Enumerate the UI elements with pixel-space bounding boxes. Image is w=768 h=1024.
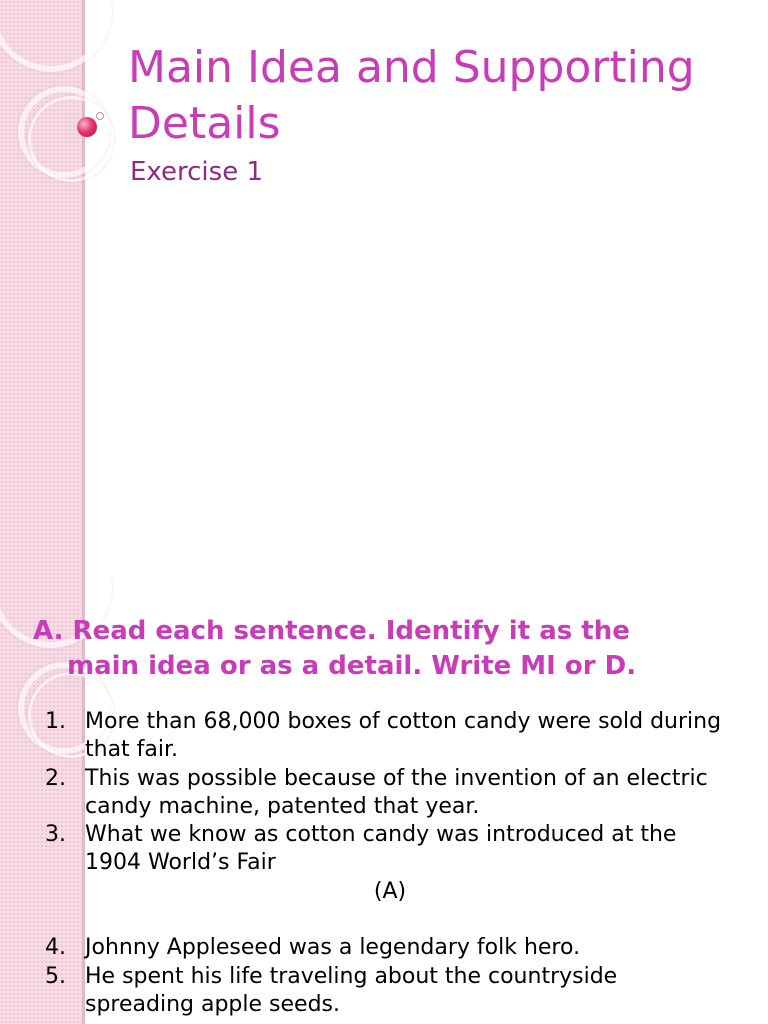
slide-title: Main Idea and Supporting Details — [128, 42, 695, 149]
item-number: 2. — [45, 765, 66, 791]
list-item — [0, 963, 725, 1020]
stripe-edge — [82, 0, 85, 576]
decorative-ring — [0, 0, 112, 72]
item-text: Johnny Appleseed was a legendary folk hero. — [85, 935, 581, 961]
item-number: 3. — [45, 822, 66, 848]
sentence-list — [0, 708, 768, 1019]
decorative-ring — [28, 96, 114, 182]
item-number: 4. — [45, 935, 66, 961]
list-item — [0, 821, 725, 878]
pink-bead-icon — [77, 117, 97, 137]
list-item — [0, 765, 725, 822]
list-item — [0, 934, 725, 962]
heading-text-2: main idea or as a detail. Write MI or D. — [67, 651, 637, 681]
item-number: 5. — [45, 963, 66, 989]
item-number: 1. — [45, 709, 66, 734]
item-text: What we know as cotton candy was introduced at the 1904 World’s Fair — [85, 822, 677, 876]
group-label: (A) — [373, 878, 407, 904]
spacer — [0, 906, 768, 934]
heading-line-1 — [33, 614, 733, 649]
item-text: He spent his life traveling about the countryside spreading apple seeds. — [85, 963, 618, 1017]
list-item — [0, 708, 725, 765]
slide-subtitle: Exercise 1 — [130, 157, 263, 187]
heading-text-1: Read each sentence. Identify it as the — [72, 616, 630, 646]
item-text: More than 68,000 boxes of cotton candy were sold during that fair. — [85, 709, 722, 763]
exercise-heading — [33, 614, 733, 684]
heading-marker: A. — [33, 616, 64, 646]
small-bead-icon — [96, 112, 104, 120]
item-text: This was possible because of the invention of an electric candy machine, patented that year. — [85, 765, 708, 819]
